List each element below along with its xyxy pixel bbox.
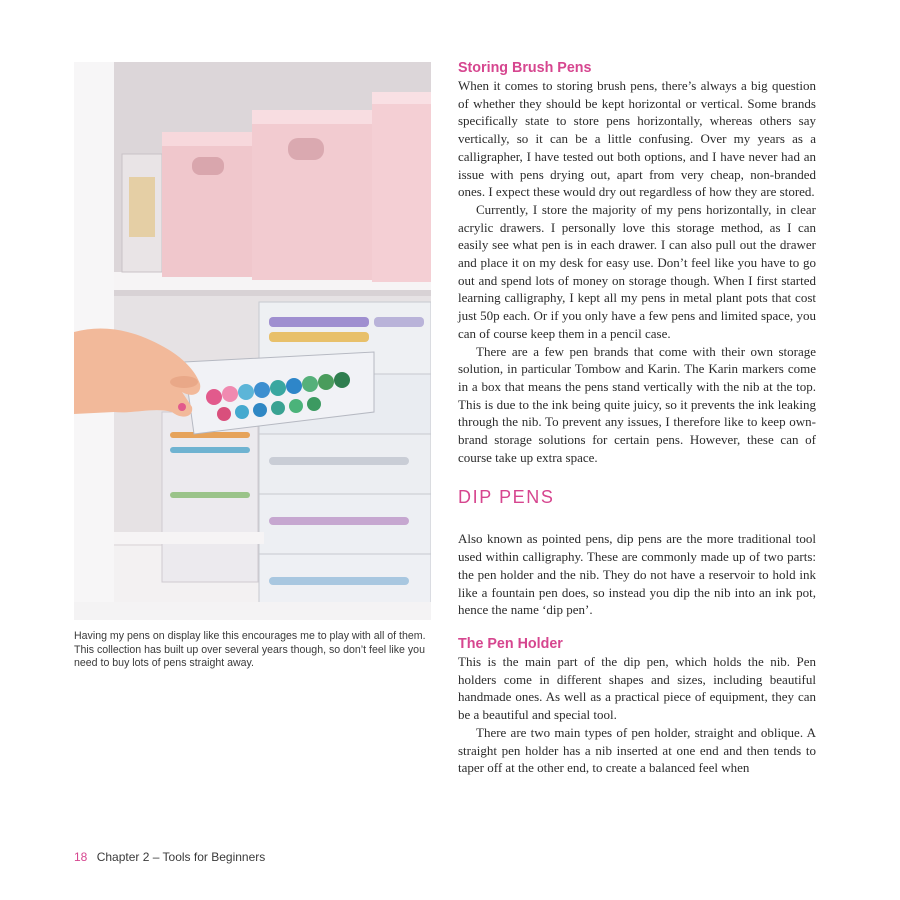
photo-caption: Having my pens on display like this encourages me to play with all of them. This collection has built up over several years though, so don’t feel like you need to buy lots of pens straight away.: [74, 630, 426, 669]
pen-holder-heading: The Pen Holder: [458, 635, 563, 652]
main-text-column: [458, 59, 816, 777]
holder-paragraph-2: There are two main types of pen holder, straight and oblique. A straight pen holder has a nib inserted at one end and then tends to taper off at the other end, to create a balanced feel when: [458, 724, 816, 776]
page-number: 18: [74, 850, 88, 864]
storing-paragraph-2: Currently, I store the majority of my pens horizontally, in clear acrylic drawers. I personally love this storage method, as I can easily see what pen is in each drawer. I can also pull out the drawer and place it on my desk for easy use. Don’t feel like you have to go out and spend lots of money on storage though. When I first started learning calligraphy, I kept all my pens in metal plant pots that cost just 50p each. Or if you only have a few pens and limited space, you can of course keep them in a pencil case.: [458, 201, 816, 341]
page-footer: [74, 850, 265, 864]
storing-paragraph-1: When it comes to storing brush pens, there’s always a big question of whether they should be kept horizontal or vertical. Some brands specifically state to store pens horizontally, whereas others say vertically, so it can be a little confusing. Over my years as a calligrapher, I have tested out both options, and I have never had an issue with pens drying out, apart from very cheap, non-branded ones. I expect these would dry out regardless of how they are stored.: [458, 78, 816, 200]
holder-paragraph-1: This is the main part of the dip pen, which holds the nib. Pen holders come in different shapes and sizes, including beautiful handmade ones. As well as a practical piece of equipment, they can be a beautiful and special tool.: [458, 653, 816, 723]
storing-paragraph-3: There are a few pen brands that come with their own storage solution, in particular Tombow and Karin. The Karin markers come in a box that means the pens stand vertically with the nib at the top. This is due to the ink being quite juicy, so it prevents the ink leaking through the nib. To prevent any issues, I therefore like to keep own-brand storage solutions for certain pens. However, these can of course take up extra space.: [458, 343, 816, 465]
pen-storage-photo: [74, 62, 431, 620]
dip-paragraph-1: Also known as pointed pens, dip pens are the more traditional tool used within calligraphy. These are commonly made up of two parts: the pen holder and the nib. They do not have a reservoir to hold ink like a fountain pen does, so instead you dip the nib into an ink pot, hence the name ‘dip pen’.: [458, 531, 816, 618]
chapter-title: Chapter 2 – Tools for Beginners: [96, 850, 266, 864]
dip-pens-heading: DIP PENS: [458, 487, 555, 508]
storing-brush-pens-heading: Storing Brush Pens: [458, 60, 592, 76]
